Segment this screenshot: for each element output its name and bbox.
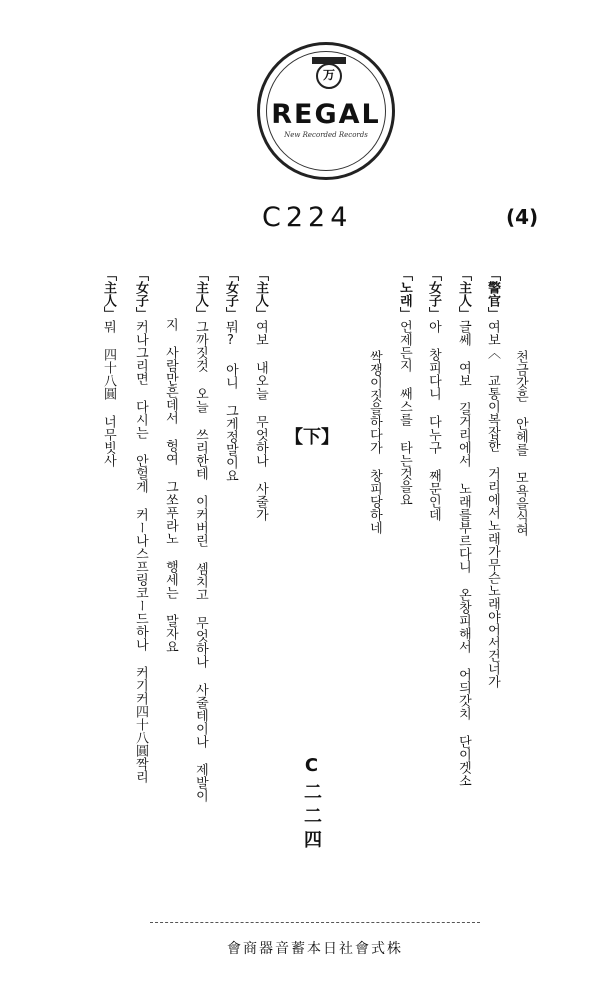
speaker-label: 「主人」 xyxy=(252,268,268,320)
line-text: 천금갓흔 안헤를 모욕을식혀 xyxy=(512,350,528,536)
script-line-2 xyxy=(484,268,499,688)
speaker-label: 「노래」 xyxy=(396,268,412,320)
page-number: (4) xyxy=(506,205,539,229)
section-label: 【下】 xyxy=(285,427,339,448)
publisher-footer: 株式會社日本蓄音器商會 xyxy=(227,941,403,957)
regal-logo xyxy=(257,42,395,180)
script-line-3 xyxy=(455,268,470,787)
footer-divider xyxy=(150,922,480,923)
catalog-number: C224 xyxy=(262,202,353,233)
line-text: 글쎄 여보 길거리에서 노래를부르다니 온창피해서 어듸갓치 단이겟소 xyxy=(455,320,471,787)
logo-brand-text: REGAL xyxy=(271,99,381,130)
script-line-1 xyxy=(512,350,527,536)
logo-emblem-icon: 万 xyxy=(316,63,342,89)
script-line-5 xyxy=(396,268,411,506)
script-line-12 xyxy=(100,268,115,467)
script-line-6 xyxy=(366,350,381,534)
line-text: 여보〈 교통이복잡한 거리에서노래가무슨노래야어서건너가 xyxy=(484,320,500,688)
line-text: 언제든지 쌔스를 타는것을요 xyxy=(396,320,412,506)
side-catalog-label: C二二四 xyxy=(301,755,322,854)
script-line-10 xyxy=(162,318,177,653)
line-text: 그까짓것 오늘 쓰리한테 이커버린 셈치고 무엇하나 사줄테이나 제발이 xyxy=(192,320,208,802)
line-text: 뭐? 아니 그게정말이요 xyxy=(222,320,238,482)
line-text: 싹쟁이짓을하다가 창피당하네 xyxy=(366,350,382,534)
line-text: 아 창피다니 다누구 째문인데 xyxy=(425,320,441,521)
speaker-label: 「主人」 xyxy=(100,268,116,320)
line-text: 여보 내오늘 무엇하나 사줄가 xyxy=(252,320,268,521)
script-line-8 xyxy=(222,268,237,482)
speaker-label: 「主人」 xyxy=(192,268,208,320)
line-text: 지 사람만흔데서 헝여 그쏘푸라노 행세는 말자요 xyxy=(162,318,178,653)
line-text: 커나그리면 다시는 안헐게 커ー나스프링코ー드하나 커기커四十八圓짝리 xyxy=(132,320,148,783)
script-line-9 xyxy=(192,268,207,802)
speaker-label: 「女子」 xyxy=(132,268,148,320)
script-line-7 xyxy=(252,268,267,521)
speaker-label: 「警官」 xyxy=(484,268,500,320)
speaker-label: 「女子」 xyxy=(425,268,441,320)
logo-subtitle: New Recorded Records xyxy=(284,131,368,139)
script-line-4 xyxy=(425,268,440,521)
script-line-11 xyxy=(132,268,147,783)
line-text: 뭐 四十八圓 너무빗사 xyxy=(100,320,116,467)
speaker-label: 「女子」 xyxy=(222,268,238,320)
speaker-label: 「主人」 xyxy=(455,268,471,320)
